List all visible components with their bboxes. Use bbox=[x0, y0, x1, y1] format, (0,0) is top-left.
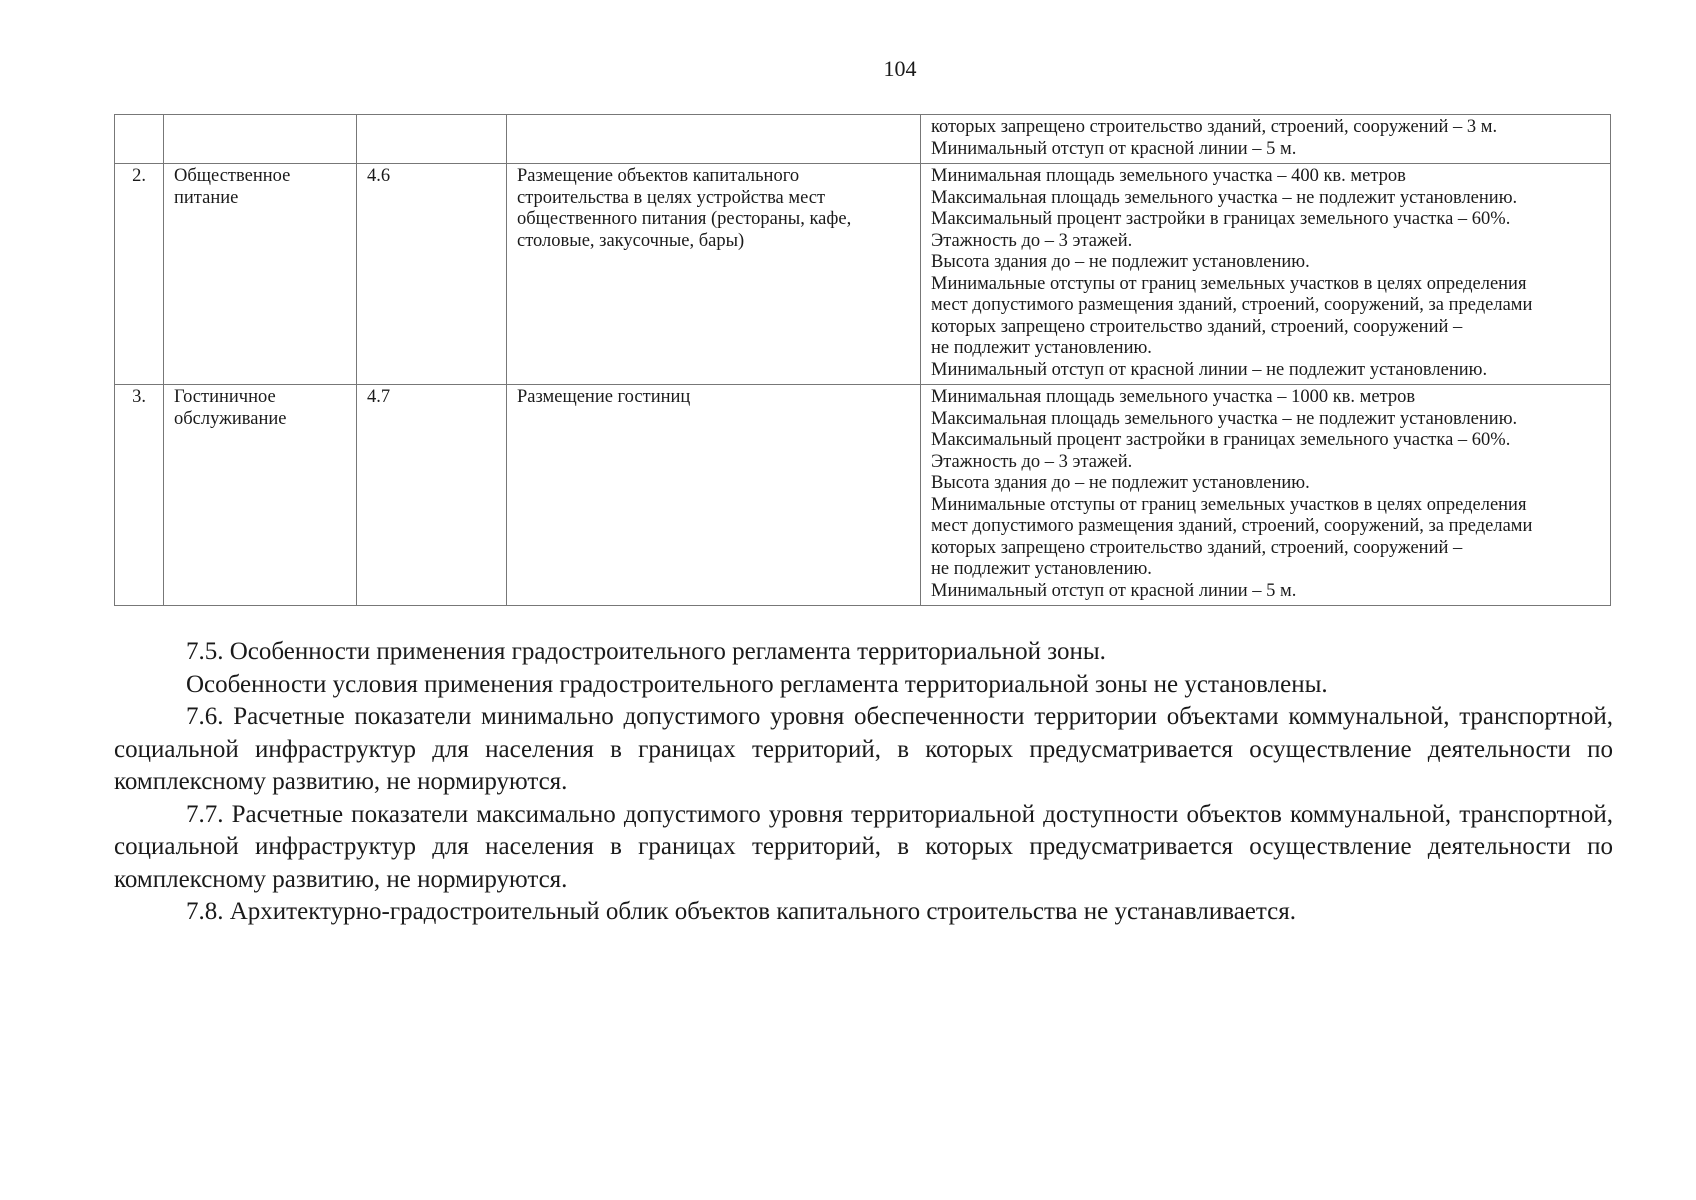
parameter-line: Этажность до – 3 этажей. bbox=[931, 230, 1133, 251]
table-row bbox=[115, 164, 1611, 385]
table-row bbox=[115, 385, 1611, 606]
parameter-line: Этажность до – 3 этажей. bbox=[931, 451, 1133, 472]
use-parameters bbox=[921, 385, 1611, 606]
paragraph-7-7: 7.7. Расчетные показатели максимально допустимого уровня территориальной доступности объектов коммунальной, транспортной, социальной инфраструктур для населения в границах территорий, в которых предусматривается осуществление деятельности по комплексному развитию, не нормируются. bbox=[114, 800, 1613, 893]
paragraph-7-8: 7.8. Архитектурно-градостроительный облик объектов капитального строительства не устанавливается. bbox=[186, 898, 1296, 925]
parameter-line: Высота здания до – не подлежит установлению. bbox=[931, 252, 1310, 272]
parameter-line: Минимальный отступ от красной линии – не подлежит установлению. bbox=[931, 359, 1488, 380]
use-code: 4.7 bbox=[357, 385, 507, 606]
parameter-line: не подлежит установлению. bbox=[931, 559, 1152, 579]
row-number: 3. bbox=[115, 385, 164, 606]
parameter-line: Минимальные отступы от границ земельных участков в целях определения bbox=[931, 494, 1527, 515]
use-code: 4.6 bbox=[357, 164, 507, 385]
parameter-line: Максимальная площадь земельного участка – не подлежит установлению. bbox=[931, 187, 1518, 208]
use-name bbox=[164, 115, 357, 164]
use-name: Гостиничное обслуживание bbox=[164, 385, 357, 606]
use-description: Размещение объектов капитального строительства в целях устройства мест общественного питания (рестораны, кафе, столовые, закусочные, бары) bbox=[507, 164, 921, 385]
use-description: Размещение гостиниц bbox=[507, 385, 921, 606]
paragraph-7-5: 7.5. Особенности применения градостроительного регламента территориальной зоны. bbox=[186, 638, 1106, 665]
parameter-line: мест допустимого размещения зданий, строений, сооружений, за пределами bbox=[931, 295, 1533, 315]
paragraph-7-6: 7.6. Расчетные показатели минимально допустимого уровня обеспеченности территории объектами коммунальной, транспортной, социальной инфраструктур для населения в границах территорий, в которых предусматривается осуществление деятельности по комплексному развитию, не нормируются. bbox=[114, 703, 1613, 795]
row-number: 2. bbox=[115, 164, 164, 385]
parameter-line: которых запрещено строительство зданий, строений, сооружений – 3 м. bbox=[931, 117, 1498, 137]
use-name: Общественное питание bbox=[164, 164, 357, 385]
use-parameters bbox=[921, 164, 1611, 385]
use-description bbox=[507, 115, 921, 164]
parameter-line: Минимальные отступы от границ земельных участков в целях определения bbox=[931, 273, 1527, 294]
row-number bbox=[115, 115, 164, 164]
land-use-table bbox=[114, 114, 1611, 606]
parameter-line: Минимальная площадь земельного участка – 1000 кв. метров bbox=[931, 387, 1416, 407]
parameter-line: Максимальная площадь земельного участка – не подлежит установлению. bbox=[931, 408, 1518, 429]
parameter-line: которых запрещено строительство зданий, строений, сооружений – bbox=[931, 316, 1463, 337]
parameter-line: Минимальный отступ от красной линии – 5 м. bbox=[931, 580, 1297, 601]
parameter-line: мест допустимого размещения зданий, строений, сооружений, за пределами bbox=[931, 516, 1533, 536]
parameter-line: Минимальная площадь земельного участка – 400 кв. метров bbox=[931, 166, 1406, 186]
parameter-line: не подлежит установлению. bbox=[931, 338, 1152, 358]
parameter-line: которых запрещено строительство зданий, строений, сооружений – bbox=[931, 537, 1463, 558]
parameter-line: Высота здания до – не подлежит установлению. bbox=[931, 473, 1310, 493]
parameter-line: Максимальный процент застройки в границах земельного участка – 60%. bbox=[931, 209, 1511, 229]
parameter-line: Минимальный отступ от красной линии – 5 м. bbox=[931, 138, 1297, 159]
parameter-line: Максимальный процент застройки в границах земельного участка – 60%. bbox=[931, 430, 1511, 450]
page-number: 104 bbox=[883, 56, 917, 81]
use-code bbox=[357, 115, 507, 164]
body-text bbox=[114, 636, 1613, 929]
paragraph-7-5-note: Особенности условия применения градостроительного регламента территориальной зоны не установлены. bbox=[186, 670, 1328, 698]
use-parameters bbox=[921, 115, 1611, 164]
table-row bbox=[115, 115, 1611, 164]
